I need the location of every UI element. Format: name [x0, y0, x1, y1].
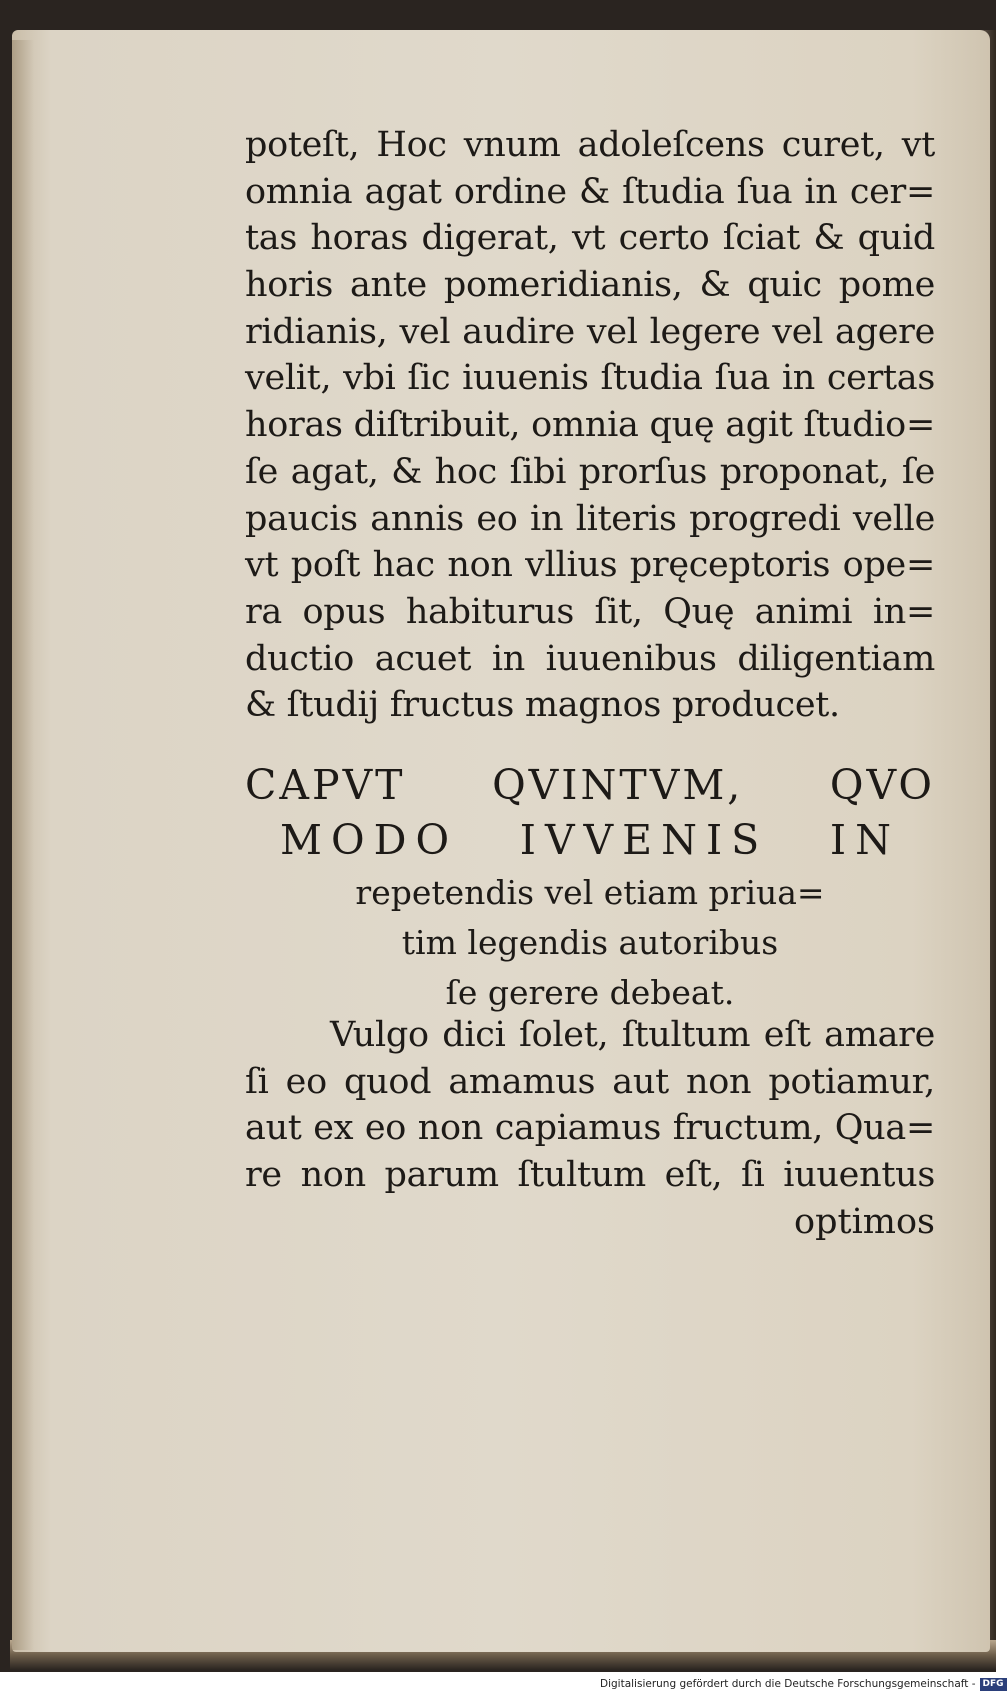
heading-subtitle-line: ſe gerere debeat.: [445, 973, 735, 1012]
text-line: ſe agat, & hoc ſibi prorſus proponat, ſe: [245, 451, 935, 492]
text-line: vt poſt hac non vllius pręceptoris ope=: [245, 545, 935, 586]
heading-caps-line: CAPVT QVINTVM, QVO: [245, 761, 935, 809]
credit-text: Digitalisierung gefördert durch die Deutsche Forschungsgemeinschaft -: [600, 1678, 976, 1690]
text-line: horas diſtribuit, omnia quę agit ſtudio=: [245, 405, 935, 446]
catchword: optimos: [794, 1201, 935, 1242]
heading-subtitle-line: repetendis vel etiam priua=: [355, 873, 825, 912]
body-text-paragraph-2: [245, 1012, 935, 1245]
text-line: re non parum ſtultum eſt, ſi iuuentus: [245, 1155, 935, 1196]
heading-subtitle-line: tim legendis autoribus: [401, 923, 779, 962]
text-line: Vulgo dici ſolet, ſtultum eſt amare: [330, 1015, 935, 1055]
text-line: paucis annis eo in literis progredi velle: [245, 498, 935, 539]
text-line: ra opus habiturus ſit, Quę animi in=: [245, 591, 935, 632]
text-line: aut ex eo non capiamus fructum, Qua=: [245, 1108, 935, 1149]
dfg-logo: DFG: [980, 1678, 1007, 1691]
text-line: horis ante pomeridianis, & quic pome: [245, 265, 935, 306]
text-line: poteſt, Hoc vnum adoleſcens curet, vt: [245, 125, 935, 165]
text-line: velit, vbi ſic iuuenis ſtudia ſua in certas: [245, 358, 935, 399]
digitization-credit: [600, 1676, 1004, 1692]
page-gutter-shadow: [12, 40, 34, 1650]
text-line: omnia agat ordine & ſtudia ſua in cer=: [245, 171, 935, 212]
chapter-heading: [245, 758, 935, 1018]
text-line: & ſtudij fructus magnos producet.: [245, 685, 840, 726]
body-text-paragraph-1: [245, 122, 935, 729]
text-line: ductio acuet in iuuenibus diligentiam: [245, 638, 935, 679]
text-line: tas horas digerat, vt certo ſciat & quid: [245, 218, 935, 259]
heading-caps-line: MODO IVVENIS IN: [280, 816, 900, 864]
text-line: ſi eo quod amamus aut non potiamur,: [245, 1061, 935, 1102]
text-line: ridianis, vel audire vel legere vel agere: [245, 311, 935, 352]
